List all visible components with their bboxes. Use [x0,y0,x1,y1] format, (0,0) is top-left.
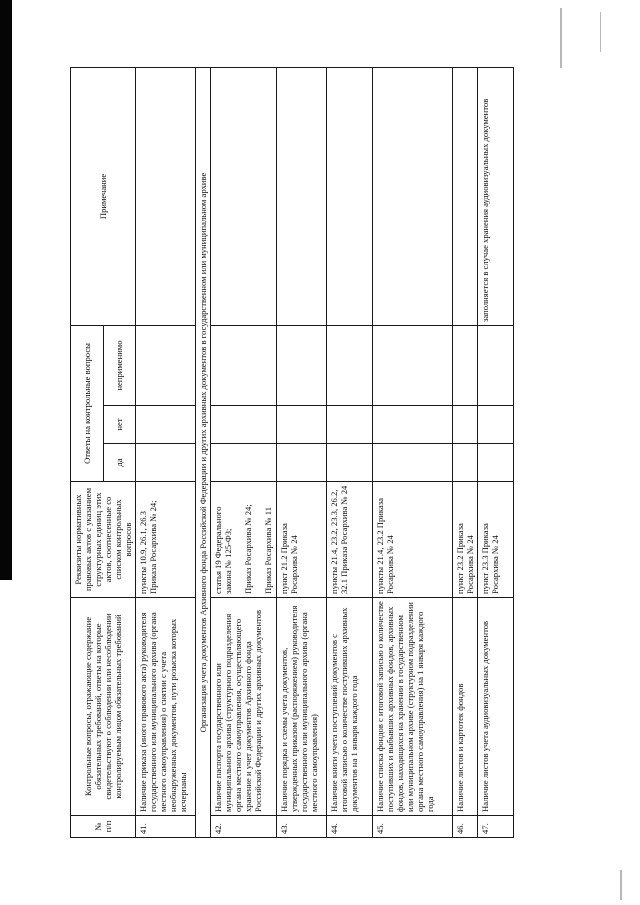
header-question: Контрольные вопросы, отражающие содержание обязательных требований, ответы на которые свидетельствуют о соблюдении или несоблюдении контролируемым лицом обязательных требований [71,598,136,816]
answer-no [373,406,453,444]
table-row [136,67,196,837]
row-question: Наличие приказа (иного правового акта) руководителя государственного или муниципального архива (органа местного самоуправления) о снятии с учета необнаруженных документов, пути розыска которых исчерпаны [136,598,196,816]
answer-na [136,325,196,405]
answer-no [211,406,277,444]
row-num: 43. [277,816,327,838]
header-yes: да [103,444,136,482]
checklist-table [70,67,514,838]
rotated-page [70,68,574,838]
answer-no [277,406,327,444]
answer-yes [136,444,196,482]
row-requisites: пункт 23.2 Приказа Росархива № 24 [453,482,478,598]
answer-no [453,406,478,444]
row-num: 45. [373,816,453,838]
row-note [277,67,327,325]
row-num: 46. [453,816,478,838]
table-row [277,67,327,837]
row-question: Наличие порядка и схемы учета документов, утвержденных приказом (распоряжением) руководителя государственного или муниципального архива (органа местного самоуправления) [277,598,327,816]
row-requisites: пункты 21.4, 23.2 Приказа Росархива № 24 [373,482,453,598]
table-row [453,67,478,837]
section-title: Организация учета документов Архивного фонда Российской Федерации и других архивных документов в государственном или муниципальном архиве [196,67,211,837]
row-requisites: пункт 23.3 Приказа Росархива № 24 [478,482,514,598]
row-note [327,67,373,325]
table-row [327,67,373,837]
answer-na [478,325,514,405]
header-answers: Ответы на контрольные вопросы [71,325,104,481]
row-requisites: пункты 21.4, 23.2, 23.3, 26.2, 32.1 Приказа Росархива № 24 [327,482,373,598]
answer-yes [453,444,478,482]
row-note: заполняется в случае хранения аудиовизуальных документов [478,67,514,325]
row-question: Наличие листов учета аудиовизуальных документов [478,598,514,816]
answer-na [327,325,373,405]
header-num: № п/п [71,816,136,838]
header-no: нет [103,406,136,444]
answer-na [453,325,478,405]
answer-na [373,325,453,405]
row-requisites: статья 19 Федерального закона № 125-ФЗ; Приказ Росархива № 24; Приказ Росархива № 11 [211,482,277,598]
row-num: 41. [136,816,196,838]
row-note [136,67,196,325]
row-num: 42. [211,816,277,838]
header-na: неприменимо [103,325,136,405]
scan-speck [620,870,622,900]
scan-edge [0,0,12,580]
answer-yes [478,444,514,482]
scan-speck [560,8,562,68]
row-question: Наличие листов и картотек фондов [453,598,478,816]
table-row [211,67,277,837]
row-question: Наличие паспорта государственного или муниципального архива (структурного подразделения органа местного самоуправления, осуществляющего хранение и учет документов Архивного фонда Российской Федерации и других архивных документов [211,598,277,816]
header-row [71,67,104,837]
answer-na [277,325,327,405]
row-requisites: пункт 21.2 Приказа Росархива № 24 [277,482,327,598]
answer-yes [327,444,373,482]
table-row [373,67,453,837]
row-note [373,67,453,325]
section-row [196,67,211,837]
answer-no [478,406,514,444]
scan-speck [600,12,601,52]
header-requisites: Реквизиты нормативных правовых актов с указанием структурных единиц этих актов, соотнесенные со списком контрольных вопросов [71,482,136,598]
row-num: 44. [327,816,373,838]
answer-yes [277,444,327,482]
row-num: 47. [478,816,514,838]
answer-yes [211,444,277,482]
answer-no [136,406,196,444]
header-note: Примечание [71,67,136,325]
answer-no [327,406,373,444]
row-requisites: пункты 10.9, 26.1, 26.3 Приказа Росархива № 24; [136,482,196,598]
answer-yes [373,444,453,482]
row-note [453,67,478,325]
row-question: Наличие списка фондов с итоговой записью о количестве поступивших и выбывших архивных фондов, архивных фондов, находящихся на хранении в государственном или муниципальном архиве (структурном подразделении органа местного самоуправления) на 1 января каждого года [373,598,453,816]
row-note [211,67,277,325]
answer-na [211,325,277,405]
row-question: Наличие книги учета поступлений документов с итоговой записью о количестве поступивших архивных документов на 1 января каждого года [327,598,373,816]
table-row [478,67,514,837]
